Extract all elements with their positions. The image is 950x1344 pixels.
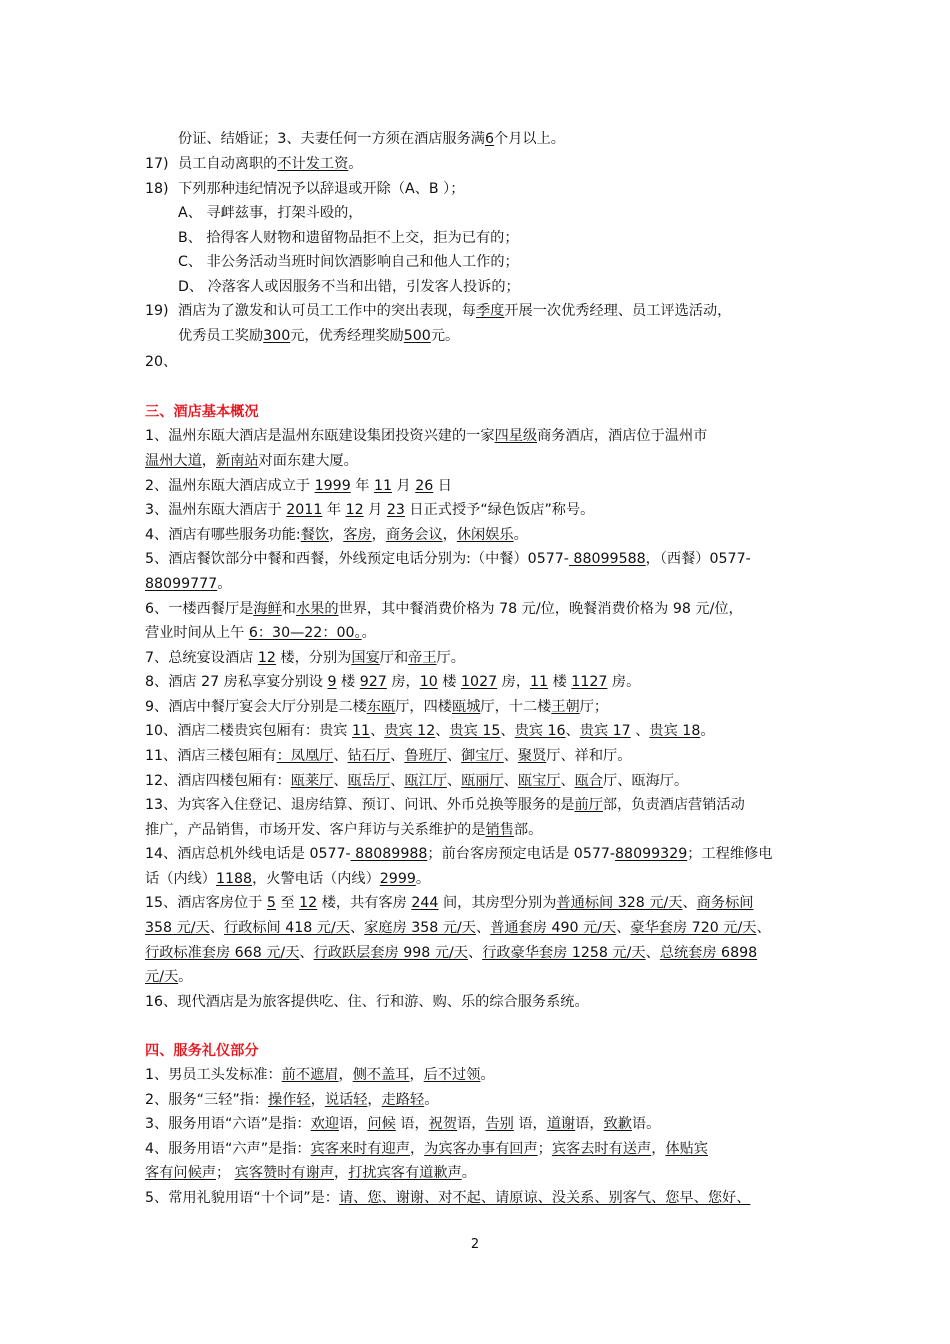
underlined-answer: 祝贺: [428, 1116, 458, 1132]
underlined-answer: 商务标间: [696, 895, 754, 911]
text-run: 2、服务“三轻”指：: [145, 1092, 269, 1108]
list-number: 18): [145, 181, 169, 197]
text-run: 、: [390, 748, 405, 764]
underlined-answer: 家庭房 358 元/天: [364, 920, 476, 936]
text-run: 13、为宾客入住登记、退房结算、预订、问讯、外币兑换等服务的是: [145, 797, 575, 813]
underlined-answer: 500: [403, 328, 431, 344]
text-run: 、: [560, 773, 575, 789]
text-run: 、: [630, 723, 650, 739]
text-line: [178, 180, 818, 198]
text-run: 语，: [395, 1116, 429, 1132]
text-line: [145, 845, 815, 863]
text-run: 间，其房型分别为: [438, 895, 557, 911]
text-line: [145, 452, 815, 470]
text-run: 、: [333, 748, 348, 764]
text-line: [145, 550, 815, 568]
text-run: 厅、祥和厅。: [546, 748, 632, 764]
underlined-answer: 88099777: [145, 576, 218, 592]
text-run: 14、酒店总机外线电话是 0577-: [145, 846, 351, 862]
text-run: 。: [361, 625, 376, 641]
text-line: [145, 821, 815, 839]
text-run: 和: [281, 601, 296, 617]
underlined-answer: 豪华套房 720 元/天: [630, 920, 757, 936]
text-run: ，: [333, 1165, 349, 1181]
underlined-answer: 请、您、谢谢、对不起、请原谅、没关系、别客气、您早、您好、: [338, 1190, 751, 1206]
text-run: 、: [645, 945, 660, 961]
text-run: 厅。: [436, 650, 465, 666]
underlined-answer: 300: [263, 328, 291, 344]
text-run: 、: [565, 723, 580, 739]
text-line: [145, 993, 815, 1011]
underlined-answer: 88099588: [568, 551, 646, 567]
underlined-answer: 1127: [571, 674, 608, 690]
underlined-answer: 体贴宾: [665, 1141, 708, 1157]
underlined-answer: 瓯合: [574, 773, 604, 789]
text-run: ，: [310, 1092, 325, 1108]
text-run: 员工自动离职的: [178, 156, 278, 172]
text-run: 楼，共有客房: [317, 895, 412, 911]
list-number: 19): [145, 303, 169, 319]
text-line: [145, 698, 815, 716]
text-run: 月: [392, 478, 416, 494]
text-run: 16、现代酒店是为旅客提供吃、住、行和游、购、乐的综合服务系统。: [145, 994, 589, 1010]
text-run: 12、酒店四楼包厢有：: [145, 773, 291, 789]
text-run: 、: [616, 920, 631, 936]
text-line: [178, 130, 818, 148]
text-run: 日正式授予“绿色饭店”称号。: [404, 502, 595, 518]
underlined-answer: 问候: [367, 1116, 396, 1132]
text-run: 8、酒店 27 房私享宴分别设: [145, 674, 328, 690]
text-run: 6、一楼西餐厅是: [145, 601, 254, 617]
text-run: D、 冷落客人或因服务不当和出错，引发客人投诉的；: [178, 279, 520, 295]
text-run: 10、酒店二楼贵宾包厢有：贵宾: [145, 723, 353, 739]
text-run: ，: [338, 1067, 353, 1083]
text-line: [145, 649, 815, 667]
text-run: 元。: [430, 328, 460, 344]
text-run: 厅、瓯海厅。: [603, 773, 689, 789]
underlined-answer: 2011: [286, 502, 323, 518]
underlined-answer: 新南站: [215, 453, 259, 469]
text-run: 。: [348, 156, 363, 172]
underlined-answer: 季度: [475, 303, 505, 319]
underlined-answer: 销售: [485, 822, 514, 838]
text-run: 、: [390, 773, 405, 789]
text-run: ，: [409, 1067, 424, 1083]
text-run: 优秀员工奖励: [178, 328, 264, 344]
underlined-answer: 宾客来时有迎声: [310, 1141, 410, 1157]
text-run: 年: [350, 478, 374, 494]
underlined-answer: 瓯宝厅: [517, 773, 561, 789]
text-run: 9、酒店中餐厅宴会大厅分别是二楼: [145, 699, 367, 715]
underlined-answer: 23: [386, 502, 405, 518]
text-run: 5、常用礼貌用语“十个词”是：: [145, 1190, 339, 1206]
underlined-answer: 道谢: [546, 1116, 576, 1132]
text-run: 、: [333, 773, 348, 789]
text-line: [178, 155, 818, 173]
text-run: 2、温州东瓯大酒店成立于: [145, 478, 315, 494]
underlined-answer: 御宝厅: [461, 748, 504, 764]
text-run: 1、男员工头发标准：: [145, 1067, 282, 1083]
underlined-answer: 普通标间 328 元/天: [556, 895, 683, 911]
underlined-answer: 行政跃层套房 998 元/天: [313, 945, 468, 961]
underlined-answer: 12: [345, 502, 364, 518]
text-run: 开展一次优秀经理、员工评选活动，: [504, 303, 732, 319]
underlined-answer: ：凤凰厅: [276, 748, 334, 764]
text-run: 5、酒店餐饮部分中餐和西餐，外线预定电话分别为:（中餐）0577-: [145, 551, 569, 567]
text-run: 楼: [437, 674, 462, 690]
underlined-answer: 11: [373, 478, 392, 494]
text-run: 语。: [631, 1116, 661, 1132]
text-line: [145, 526, 815, 544]
underlined-answer: 休闲娱乐: [456, 527, 514, 543]
text-run: 推广，产品销售，市场开发、客户拜访与关系维护的是: [145, 822, 486, 838]
text-run: ，（西餐）0577-: [645, 551, 751, 567]
underlined-answer: 后不过领: [423, 1067, 481, 1083]
underlined-answer: 不计发工资: [277, 156, 349, 172]
underlined-answer: 26: [415, 478, 434, 494]
text-run: 、: [446, 748, 462, 764]
text-run: 话（内线）: [145, 871, 216, 887]
underlined-answer: 6：30—22：00。: [248, 625, 362, 641]
text-line: [145, 1164, 815, 1182]
text-line: [145, 501, 815, 519]
underlined-answer: 为宾客办事有回声: [424, 1141, 538, 1157]
text-run: 、: [503, 748, 518, 764]
underlined-answer: 走路轻: [381, 1092, 425, 1108]
underlined-answer: 贵宾 15: [449, 723, 501, 739]
text-line: [145, 772, 815, 790]
text-run: 楼: [336, 674, 360, 690]
text-line: [145, 353, 815, 371]
section-heading: [145, 403, 815, 421]
text-run: A、 寻衅兹事，打架斗殴的，: [178, 205, 363, 221]
underlined-answer: 餐饮: [300, 527, 330, 543]
underlined-answer: 水果的: [295, 601, 339, 617]
underlined-answer: 王朝: [551, 699, 580, 715]
underlined-answer: 6: [484, 131, 494, 147]
underlined-answer: 10: [419, 674, 438, 690]
page-number: 2: [470, 1237, 480, 1252]
text-line: [145, 575, 815, 593]
text-line: [145, 894, 815, 912]
text-run: 月: [363, 502, 387, 518]
text-run: 房。: [607, 674, 641, 690]
underlined-answer: 操作轻: [268, 1092, 311, 1108]
text-line: [145, 1140, 815, 1158]
text-run: B、 拾得客人财物和遗留物品拒不上交，拒为已有的；: [178, 230, 519, 246]
text-run: 厅，十二楼: [480, 699, 552, 715]
underlined-answer: 宾客去时有送声: [551, 1141, 652, 1157]
text-line: [145, 722, 815, 740]
text-run: 厅，四楼: [395, 699, 452, 715]
text-run: 营业时间从上午: [145, 625, 249, 641]
text-run: 三、酒店基本概况: [145, 404, 259, 420]
underlined-answer: 贵宾 17: [579, 723, 631, 739]
underlined-answer: 商务会议: [385, 527, 443, 543]
underlined-answer: 海鲜: [253, 601, 282, 617]
text-run: 20、: [145, 354, 178, 370]
text-run: ，: [409, 1141, 425, 1157]
underlined-answer: 钻石厅: [347, 748, 391, 764]
text-line: [145, 944, 815, 962]
text-run: 语，: [575, 1116, 604, 1132]
text-line: [145, 968, 815, 986]
text-run: 份证、结婚证；3、夫妻任何一方须在酒店服务满: [178, 131, 485, 147]
text-run: 商务酒店，酒店位于温州市: [537, 428, 708, 444]
text-run: 部，负责酒店营销活动: [602, 797, 745, 813]
text-run: 语，: [457, 1116, 486, 1132]
text-line: [178, 278, 818, 296]
underlined-answer: 前不遮眉: [281, 1067, 339, 1083]
underlined-answer: 12: [257, 650, 276, 666]
text-run: 下列那种违纪情况予以辞退或开除（A、B ）；: [178, 181, 465, 197]
list-number: 17): [145, 156, 169, 172]
text-line: [145, 673, 815, 691]
text-line: [145, 1091, 815, 1109]
text-run: 四、服务礼仪部分: [145, 1043, 259, 1059]
underlined-answer: 欢迎: [310, 1116, 339, 1132]
text-run: 至: [275, 895, 300, 911]
text-run: 厅；: [579, 699, 609, 715]
text-run: 。: [513, 527, 528, 543]
underlined-answer: 东瓯: [366, 699, 396, 715]
text-run: 、: [682, 895, 697, 911]
text-run: 4、酒店有哪些服务功能:: [145, 527, 301, 543]
text-line: [145, 624, 815, 642]
text-run: 世界，其中餐消费价格为 78 元/位，晚餐消费价格为 98 元/位，: [338, 601, 743, 617]
underlined-answer: 1188: [215, 871, 253, 887]
text-run: 酒店为了激发和认可员工工作中的突出表现，每: [178, 303, 476, 319]
text-run: 、: [349, 920, 365, 936]
underlined-answer: 国宴: [351, 650, 380, 666]
underlined-answer: 前厅: [574, 797, 603, 813]
underlined-answer: 帝王: [408, 650, 437, 666]
underlined-answer: 瓯岳厅: [347, 773, 391, 789]
underlined-answer: 瓯莱厅: [290, 773, 334, 789]
underlined-answer: 四星级: [494, 428, 538, 444]
text-run: ；: [537, 1141, 552, 1157]
text-run: ，: [201, 453, 216, 469]
text-run: 。: [700, 723, 715, 739]
text-run: ，: [651, 1141, 666, 1157]
text-line: [145, 427, 815, 445]
text-line: [178, 253, 818, 271]
underlined-answer: 说话轻: [324, 1092, 368, 1108]
text-run: 、: [500, 723, 515, 739]
text-run: 楼: [548, 674, 572, 690]
text-line: [145, 1115, 815, 1133]
text-run: 部。: [513, 822, 543, 838]
underlined-answer: 5: [266, 895, 276, 911]
text-line: [145, 747, 815, 765]
underlined-answer: 9: [327, 674, 337, 690]
text-run: 房，: [497, 674, 531, 690]
text-run: 个月以上。: [494, 131, 565, 147]
text-run: ，火警电话（内线）: [252, 871, 380, 887]
text-run: C、 非公务活动当班时间饮酒影响自己和他人工作的；: [178, 254, 519, 270]
text-run: 11、酒店三楼包厢有: [145, 748, 277, 764]
underlined-answer: 元/天: [145, 969, 179, 985]
underlined-answer: 打扰宾客有道歉声: [348, 1165, 462, 1181]
underlined-answer: 宾客赞时有谢声: [234, 1165, 334, 1181]
text-run: ，: [442, 527, 457, 543]
text-run: 年: [322, 502, 346, 518]
text-line: [145, 1189, 815, 1207]
text-run: 。: [178, 969, 193, 985]
text-run: 、: [503, 773, 518, 789]
text-run: 语，: [339, 1116, 368, 1132]
text-line: [178, 302, 818, 320]
underlined-answer: 88099329: [615, 846, 688, 862]
text-run: 1、温州东瓯大酒店是温州东瓯建设集团投资兴建的一家: [145, 428, 495, 444]
underlined-answer: 2999: [379, 871, 416, 887]
underlined-answer: 11: [530, 674, 549, 690]
text-run: ；前台客房预定电话是 0577-: [427, 846, 616, 862]
text-run: 厅和: [379, 650, 409, 666]
underlined-answer: 致歉: [603, 1116, 632, 1132]
text-run: 7、总统宴设酒店: [145, 650, 258, 666]
text-run: 、: [467, 945, 483, 961]
text-run: 、: [476, 920, 491, 936]
text-line: [145, 919, 815, 937]
underlined-answer: 行政豪华套房 1258 元/天: [482, 945, 646, 961]
underlined-answer: 11: [352, 723, 371, 739]
text-line: [145, 870, 815, 888]
text-run: ；工程维修电: [687, 846, 773, 862]
underlined-answer: 聚贤: [517, 748, 547, 764]
underlined-answer: 行政标准套房 668 元/天: [145, 945, 300, 961]
underlined-answer: 贵宾 12: [384, 723, 436, 739]
underlined-answer: 927: [359, 674, 387, 690]
text-run: 、: [299, 945, 314, 961]
text-run: 房，: [386, 674, 420, 690]
text-line: [145, 600, 815, 618]
text-line: [145, 796, 815, 814]
underlined-answer: 瓯丽厅: [461, 773, 504, 789]
text-run: 、: [370, 723, 385, 739]
text-run: 3、服务用语“六语”是指：: [145, 1116, 311, 1132]
underlined-answer: 客有问候声: [145, 1165, 216, 1181]
text-run: 。: [415, 871, 431, 887]
underlined-answer: 总统套房 6898: [659, 945, 758, 961]
underlined-answer: 瓯城: [452, 699, 481, 715]
underlined-answer: 瓯江厅: [404, 773, 447, 789]
text-run: 、: [209, 920, 224, 936]
text-run: 楼，分别为: [275, 650, 352, 666]
text-run: 3、温州东瓯大酒店于: [145, 502, 287, 518]
text-run: ；: [215, 1165, 235, 1181]
underlined-answer: 普通套房 490 元/天: [490, 920, 617, 936]
text-run: 、: [435, 723, 450, 739]
underlined-answer: 侧不盖耳: [352, 1067, 410, 1083]
text-line: [145, 477, 815, 495]
text-run: 对面东建大厦。: [258, 453, 358, 469]
text-line: [145, 1066, 815, 1084]
text-run: 语，: [513, 1116, 547, 1132]
underlined-answer: 88089988: [350, 846, 428, 862]
text-run: ，: [329, 527, 344, 543]
underlined-answer: 1999: [314, 478, 351, 494]
text-run: 、: [446, 773, 462, 789]
underlined-answer: 客房: [343, 527, 372, 543]
text-run: 4、服务用语“六声”是指：: [145, 1141, 311, 1157]
text-run: 15、酒店客房位于: [145, 895, 267, 911]
text-run: ，: [367, 1092, 382, 1108]
section-heading: [145, 1042, 815, 1060]
underlined-answer: 1027: [461, 674, 498, 690]
text-run: ，: [371, 527, 386, 543]
underlined-answer: 358 元/天: [145, 920, 210, 936]
underlined-answer: 12: [299, 895, 318, 911]
text-run: 。: [217, 576, 232, 592]
text-run: 。: [424, 1092, 439, 1108]
text-run: 元，优秀经理奖励: [290, 328, 404, 344]
underlined-answer: 温州大道: [145, 453, 202, 469]
text-run: 。: [461, 1165, 476, 1181]
text-line: [178, 204, 818, 222]
text-run: 。: [480, 1067, 495, 1083]
text-run: 、: [756, 920, 771, 936]
text-line: [178, 327, 818, 345]
underlined-answer: 244: [411, 895, 439, 911]
underlined-answer: 鲁班厅: [404, 748, 447, 764]
underlined-answer: 告别: [485, 1116, 514, 1132]
underlined-answer: 行政标间 418 元/天: [223, 920, 350, 936]
text-run: 日: [433, 478, 452, 494]
underlined-answer: 贵宾 16: [514, 723, 566, 739]
text-line: [178, 229, 818, 247]
underlined-answer: 贵宾 18: [649, 723, 701, 739]
